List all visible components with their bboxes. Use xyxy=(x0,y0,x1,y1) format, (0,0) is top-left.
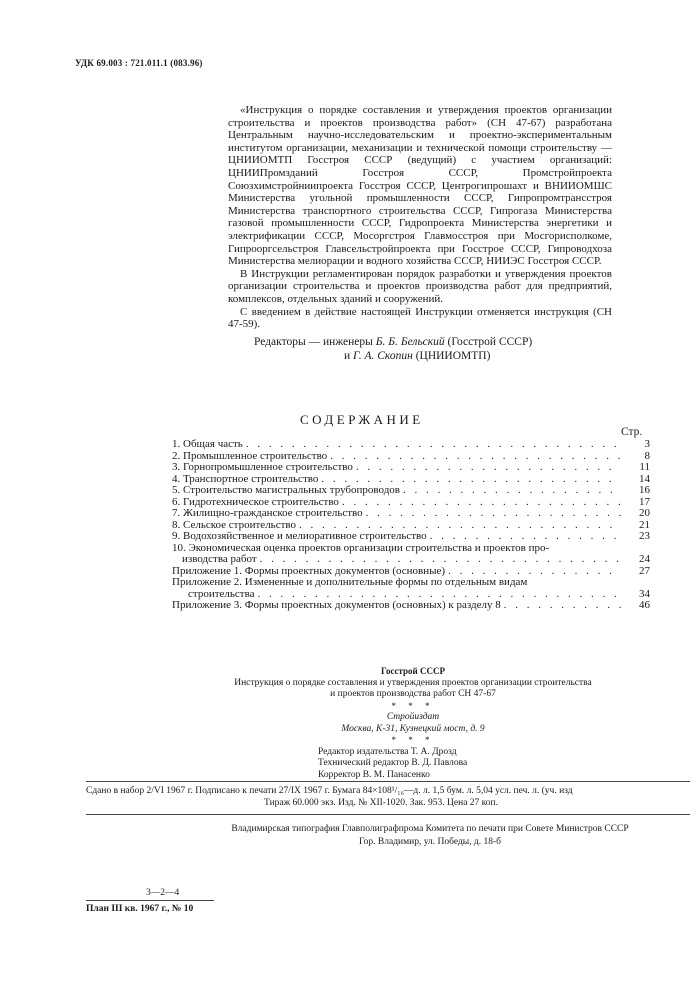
udk-code: УДК 69.003 : 721.011.1 (083.96) xyxy=(75,58,203,68)
typography-line-2: Гор. Владимир, ул. Победы, д. 18-б xyxy=(359,837,501,847)
editors-line-2 xyxy=(254,350,532,364)
imprint-block xyxy=(186,666,640,781)
imprint-title-2: и проектов производства работ СН 47-67 xyxy=(330,689,496,699)
toc-item-page: 34 xyxy=(639,587,650,600)
toc-item-label: Приложение 3. Формы проектных документов (основных) к разделу 8 xyxy=(172,599,501,611)
toc-leader xyxy=(504,600,621,612)
toc-appendix-3[interactable] xyxy=(172,600,650,612)
print-info-line-1: Сдано в набор 2/VI 1967 г. Подписано к печати 27/IX 1967 г. Бумага 84×108¹/₁₆—д. л. 1,5 бум. л. 5,04 усл. печ. л. (уч. изд xyxy=(86,786,573,796)
toc-item-page: 24 xyxy=(639,553,650,565)
toc-leader xyxy=(403,485,621,497)
intro-paragraph-1: «Инструкция о порядке составления и утверждения проектов организации строительства и проектов производства работ» (СН 47-67) разработана Центральным научно-исследовательским и проектно-экспериментальным институтом организации, механизации и технической помощи строительству — ЦНИИОМТП Госстроя СССР (ведущий) с участием организаций: ЦНИИПромзданий Госстроя СССР, Промстройпроекта Союзхимстройниипроекта Госстроя СССР, Центрогипрошахт и ВНИИОМШС Министерства угольной промышленности СССР, Гипропромтрансстроя Министерства транспортного строительства СССР, Гипрогаза Министерства газовой промышленности СССР, Гидропроекта Министерства энергетики и электрификации СССР, Мосоргстроя Главмосстроя при Мосгорисполкоме, Гипрооргсельстроя Главсельстройпроекта при Госстрое СССР, Гипроводхоза Министерства мелиорации и водного хозяйства СССР, НИИЭС Госстроя СССР. xyxy=(228,104,612,268)
imprint-stars-2: * * * xyxy=(391,735,435,745)
divider-short xyxy=(86,900,214,901)
editors-block xyxy=(254,336,532,363)
toc-item-page: 23 xyxy=(639,530,650,542)
editor-name-1: Б. Б. Бельский xyxy=(375,336,445,348)
toc-item-10-cont[interactable] xyxy=(172,554,650,566)
divider-top xyxy=(86,781,690,782)
toc-item-label: Приложение 2. Измененные и дополнительные формы по отдельным видам xyxy=(172,576,528,588)
toc-item-label: 7. Жилищно-гражданское строительство xyxy=(172,507,363,519)
toc-item-label: 3. Горнопромышленное строительство xyxy=(172,461,353,473)
toc-item-label: 9. Водохозяйственное и мелиоративное строительство xyxy=(172,530,427,542)
typography-line-1: Владимирская типография Главполиграфпрома Комитета по печати при Совете Министров СССР xyxy=(231,824,629,834)
toc-item-page: 21 xyxy=(639,518,650,531)
editors-prefix: Редакторы — инженеры xyxy=(254,336,373,348)
editors-conj: и xyxy=(344,349,351,362)
toc-item-label: 8. Сельское строительство xyxy=(172,518,297,531)
toc-leader xyxy=(430,531,621,543)
toc-item-3[interactable] xyxy=(172,462,650,474)
editor-name-2: Г. А. Скопин xyxy=(353,349,413,362)
divider-middle xyxy=(86,814,690,815)
toc-item-page: 14 xyxy=(639,472,650,485)
toc-item-9[interactable] xyxy=(172,531,650,543)
intro-paragraph-3: С введением в действие настоящей Инструкции отменяется инструкция (СН 47-59). xyxy=(228,305,612,331)
toc-item-page: 46 xyxy=(639,599,650,611)
toc-item-page: 27 xyxy=(639,564,650,577)
toc-leader xyxy=(366,508,621,520)
toc-item-label: 10. Экономическая оценка проектов организации строительства и проектов про- xyxy=(172,541,550,554)
toc-title: СОДЕРЖАНИЕ xyxy=(300,412,424,427)
print-info xyxy=(86,786,690,809)
catalog-code: 3—2—4 xyxy=(146,888,180,898)
toc-leader xyxy=(342,497,621,509)
editors-line-1 xyxy=(254,336,532,350)
imprint-publisher: Стройиздат xyxy=(386,712,440,722)
imprint-title-1: Инструкция о порядке составления и утверждения проектов организации строительства xyxy=(234,677,592,688)
imprint-address: Москва, К-31, Кузнецкий мост, д. 9 xyxy=(341,723,485,734)
toc-item-5[interactable] xyxy=(172,485,650,497)
toc-item-page: 16 xyxy=(639,484,650,496)
toc-item-page: 3 xyxy=(644,438,650,450)
imprint-staff-1: Редактор издательства Т. А. Дрозд xyxy=(318,746,457,757)
toc-leader xyxy=(330,451,621,463)
toc-item-page: 20 xyxy=(639,507,650,519)
toc-item-label: Приложение 1. Формы проектных документов (основные) xyxy=(172,564,446,577)
toc-item-7[interactable] xyxy=(172,508,650,520)
toc-appendix-2[interactable] xyxy=(172,577,650,589)
table-of-contents xyxy=(172,439,650,612)
toc-leader xyxy=(260,554,621,566)
intro-text xyxy=(228,104,612,331)
toc-item-label: строительства xyxy=(188,587,255,600)
toc-item-label: 5. Строительство магистральных трубопроводов xyxy=(172,484,401,496)
toc-item-page: 17 xyxy=(639,495,650,508)
editor-org-2: (ЦНИИОМТП) xyxy=(415,349,491,362)
toc-item-label: 4. Транспортное строительство xyxy=(172,472,319,485)
toc-page-header: Стр. xyxy=(621,426,643,438)
toc-item-page: 8 xyxy=(644,449,650,462)
plan-info: План III кв. 1967 г., № 10 xyxy=(86,904,194,914)
toc-item-label: изводства работ xyxy=(182,553,257,565)
print-info-line-2: Тираж 60.000 экз. Изд. № XII-1020. Зак. 953. Цена 27 коп. xyxy=(264,797,499,808)
imprint-stars-1: * * * xyxy=(391,700,435,711)
editor-org-1: (Госстрой СССР) xyxy=(447,336,533,348)
typography-block xyxy=(200,823,660,849)
imprint-staff-2: Технический редактор В. Д. Павлова xyxy=(318,758,468,768)
toc-item-1[interactable] xyxy=(172,439,650,451)
toc-item-label: 2. Промышленное строительство xyxy=(172,449,328,462)
toc-item-label: 6. Гидротехническое строительство xyxy=(172,495,339,508)
toc-leader xyxy=(356,462,621,474)
intro-paragraph-2: В Инструкции регламентирован порядок разработки и утверждения проектов организации строительства и проектов производства работ для предприятий, комплексов, отдельных зданий и сооружений. xyxy=(228,267,612,305)
toc-leader xyxy=(246,439,621,451)
toc-item-page: 11 xyxy=(639,461,650,473)
imprint-gosstroy: Госстрой СССР xyxy=(381,666,445,676)
imprint-staff-3: Корректор В. М. Панасенко xyxy=(318,769,430,780)
toc-item-label: 1. Общая часть xyxy=(172,438,243,450)
